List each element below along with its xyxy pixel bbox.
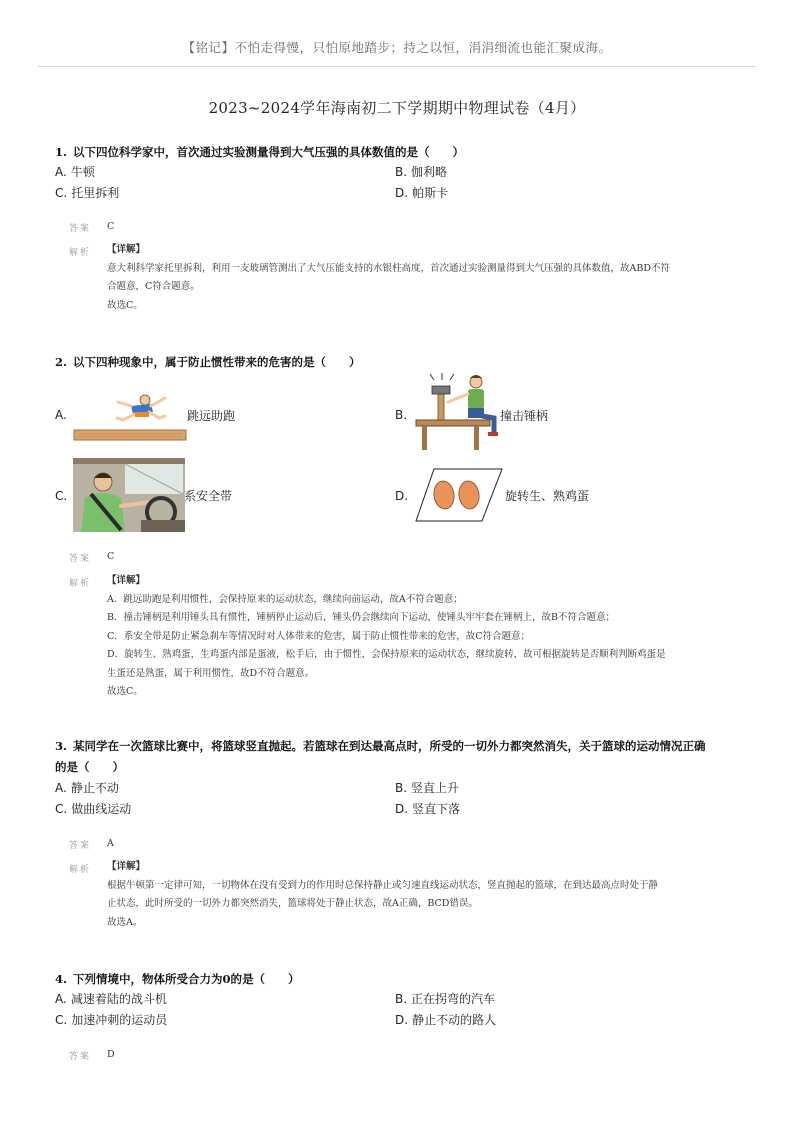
question-3-stem <box>55 735 735 757</box>
explanation-label: 解析 <box>69 579 92 589</box>
question-2-stem <box>55 351 735 373</box>
question-2-option-c-label[interactable]: C. <box>55 489 68 503</box>
explanation-label: 解析 <box>69 248 92 258</box>
question-2-option-d-text: 旋转生、熟鸡蛋 <box>505 489 590 503</box>
question-2-option-b-label[interactable]: B. <box>395 408 408 422</box>
answer-label: 答案 <box>69 1052 92 1062</box>
question-text: 以下四位科学家中，首次通过实验测量得到大气压强的具体数值的是（ ） <box>73 145 465 159</box>
question-number: 4. <box>55 972 68 986</box>
question-4-option-b[interactable]: B. 正在拐弯的汽车 <box>395 992 496 1006</box>
page-title: 2023~2024学年海南初二下学期期中物理试卷（4月） <box>208 99 586 117</box>
question-text: 某同学在一次篮球比赛中，将篮球竖直抛起。若篮球在到达最高点时，所受的一切外力都突然消失，关于篮球的运动情况正确 <box>73 739 706 753</box>
answer-label: 答案 <box>69 841 92 851</box>
answer-label: 答案 <box>69 224 92 234</box>
question-text: 以下四种现象中，属于防止惯性带来的危害的是（ ） <box>73 355 361 369</box>
hammer-image <box>412 372 500 452</box>
question-2-option-c-text: 系安全带 <box>184 489 233 503</box>
question-4-option-c[interactable]: C. 加速冲刺的运动员 <box>55 1013 168 1027</box>
question-1-answer: C <box>107 221 115 232</box>
question-2-option-a-text: 跳远助跑 <box>187 409 236 423</box>
header-divider <box>38 66 756 67</box>
question-4-option-d[interactable]: D. 静止不动的路人 <box>395 1013 497 1027</box>
question-1-explanation: 【详解】 意大利科学家托里拆利，利用一支玻璃管测出了大气压能支持的水银柱高度，首次通过实验测量得到大气压强的具体数值，故ABD不符 合题意，C符合题意。 故选C。 <box>107 244 670 311</box>
question-1-option-b[interactable]: B. 伽利略 <box>395 165 448 179</box>
question-4-option-a[interactable]: A. 减速着陆的战斗机 <box>55 992 167 1006</box>
question-2-explanation: 【详解】 A．跳远助跑是利用惯性，会保持原来的运动状态，继续向前运动，故A不符合题意； B．撞击锤柄是利用锤头具有惯性，锤柄停止运动后，锤头仍会继续向下运动，使锤头牢牢套在锤柄上，故B不符合题意； C．系安全带是防止紧急刹车等情况时对人体带来的危害，属于防止惯性带来的危害，故C符合题意； D．旋转生、熟鸡蛋，生鸡蛋内部是蛋液，松手后，由于惯性，会保持原来的运动状态，继续旋转，故可根据旋转是否顺利判断鸡蛋是 生蛋还是熟蛋，属于利用惯性，故D不符合题意。 故选C。 <box>107 575 666 697</box>
long-jump-image <box>73 382 188 446</box>
question-3-option-c[interactable]: C. 做曲线运动 <box>55 802 132 816</box>
answer-label: 答案 <box>69 554 92 564</box>
question-text: 下列情境中，物体所受合力为0的是（ ） <box>73 972 300 986</box>
question-3-explanation: 【详解】 根据牛顿第一定律可知，一切物体在没有受到力的作用时总保持静止或匀速直线运动状态，竖直抛起的篮球，在到达最高点时处于静 止状态，此时所受的一切外力都突然消失，篮球将处于静止状态，故A正确，BCD错误。 故选A。 <box>107 861 659 928</box>
question-3-option-d[interactable]: D. 竖直下落 <box>395 802 461 816</box>
question-4-stem <box>55 968 735 990</box>
question-3-option-b[interactable]: B. 竖直上升 <box>395 781 460 795</box>
question-number: 1. <box>55 145 68 159</box>
question-2-option-a-label[interactable]: A. <box>55 408 67 422</box>
question-4-answer: D <box>107 1049 115 1060</box>
question-1-stem <box>55 141 735 163</box>
question-2-option-d-label[interactable]: D. <box>395 489 409 503</box>
question-2-option-b-text: 撞击锤柄 <box>500 409 549 423</box>
question-1-option-c[interactable]: C. 托里拆利 <box>55 186 120 200</box>
question-1-option-a[interactable]: A. 牛顿 <box>55 165 95 179</box>
question-2-answer: C <box>107 551 115 562</box>
eggs-image <box>414 467 504 523</box>
question-number: 3. <box>55 739 68 753</box>
question-3-stem-continued <box>55 756 735 778</box>
question-number: 2. <box>55 355 68 369</box>
question-3-option-a[interactable]: A. 静止不动 <box>55 781 119 795</box>
explanation-label: 解析 <box>69 865 92 875</box>
seatbelt-image <box>73 458 185 532</box>
question-3-answer: A <box>107 838 114 849</box>
question-1-option-d[interactable]: D. 帕斯卡 <box>395 186 449 200</box>
question-text: 的是（ ） <box>55 760 124 774</box>
header-motto: 【铭记】不怕走得慢，只怕原地踏步；持之以恒，涓涓细流也能汇聚成海。 <box>182 40 612 55</box>
